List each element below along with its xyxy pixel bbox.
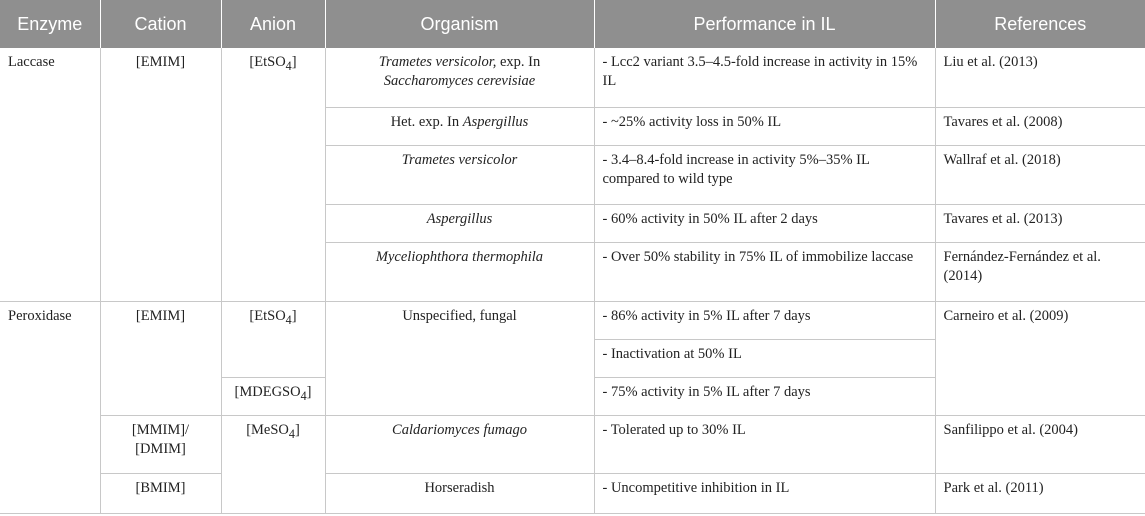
reference-cell: Carneiro et al. (2009) — [935, 301, 1145, 415]
performance-cell: - Tolerated up to 30% IL — [594, 415, 935, 473]
header-enzyme: Enzyme — [0, 0, 100, 48]
enzyme-name: Peroxidase — [8, 307, 72, 324]
performance-cell: - Over 50% stability in 75% IL of immobilize laccase — [594, 242, 935, 301]
reference-cell: Liu et al. (2013) — [935, 48, 1145, 107]
anion-subscript: 4 — [288, 426, 295, 441]
reference-cell: Park et al. (2011) — [935, 473, 1145, 513]
anion-subscript: 4 — [300, 388, 307, 403]
cation-name: [EMIM] — [135, 307, 186, 324]
cation-cell — [100, 415, 221, 473]
organism-italic: Saccharomyces cerevisiae — [383, 73, 536, 89]
table-row — [0, 301, 1145, 339]
performance-cell: - Uncompetitive inhibition in IL — [594, 473, 935, 513]
anion-base: [EtSO — [249, 307, 286, 324]
anion-base: [EtSO — [249, 54, 286, 70]
cation-name: [EMIM] — [135, 54, 186, 70]
organism-plain: Horseradish — [424, 479, 495, 496]
anion-cell — [221, 415, 325, 513]
organism-italic: Aspergillus — [426, 210, 493, 227]
enzyme-cell — [0, 301, 100, 513]
organism-italic: Trametes versicolor — [401, 151, 518, 168]
organism-cell — [325, 145, 594, 204]
reference-cell: Tavares et al. (2008) — [935, 107, 1145, 145]
header-references: References — [935, 0, 1145, 48]
anion-subscript: 4 — [285, 58, 292, 73]
cation-cell — [100, 473, 221, 513]
performance-cell: - 75% activity in 5% IL after 7 days — [594, 377, 935, 415]
organism-cell — [325, 204, 594, 242]
anion-end: ] — [291, 307, 297, 324]
enzyme-cell — [0, 48, 100, 301]
enzyme-name: Laccase — [8, 54, 55, 70]
table-row — [0, 48, 1145, 107]
cation-name: [MMIM]/ — [131, 421, 190, 438]
organism-cell — [325, 242, 594, 301]
organism-italic: Caldariomyces fumago — [392, 421, 527, 438]
header-cation: Cation — [100, 0, 221, 48]
organism-italic: Aspergillus — [462, 113, 529, 130]
performance-cell: - 3.4–8.4-fold increase in activity 5%–35% IL compared to wild type — [594, 145, 935, 204]
performance-cell: - ~25% activity loss in 50% IL — [594, 107, 935, 145]
anion-cell — [221, 48, 325, 301]
header-anion: Anion — [221, 0, 325, 48]
cation-name: [BMIM] — [135, 479, 186, 496]
organism-cell — [325, 473, 594, 513]
performance-cell: - 86% activity in 5% IL after 7 days — [594, 301, 935, 339]
anion-end: ] — [291, 54, 297, 70]
table-row — [0, 415, 1145, 473]
anion-subscript: 4 — [285, 312, 292, 327]
organism-cell — [325, 301, 594, 415]
organism-plain: Unspecified, fungal — [402, 307, 517, 324]
organism-plain: Het. exp. In — [390, 113, 463, 130]
anion-cell — [221, 377, 325, 415]
table-row — [0, 473, 1145, 513]
reference-cell: Sanfilippo et al. (2004) — [935, 415, 1145, 473]
cation-cell — [100, 301, 221, 415]
anion-cell — [221, 301, 325, 377]
cation-name: [DMIM] — [135, 440, 186, 457]
organism-plain: exp. In — [496, 54, 541, 70]
header-row — [0, 0, 1145, 48]
organism-cell — [325, 415, 594, 473]
organism-cell — [325, 107, 594, 145]
reference-cell: Wallraf et al. (2018) — [935, 145, 1145, 204]
performance-cell: - Inactivation at 50% IL — [594, 339, 935, 377]
anion-base: [MDEGSO — [234, 383, 301, 400]
performance-cell: - 60% activity in 50% IL after 2 days — [594, 204, 935, 242]
cation-cell — [100, 48, 221, 301]
anion-end: ] — [294, 421, 300, 438]
organism-cell — [325, 48, 594, 107]
header-organism: Organism — [325, 0, 594, 48]
anion-end: ] — [306, 383, 312, 400]
anion-base: [MeSO — [246, 421, 289, 438]
header-performance: Performance in IL — [594, 0, 935, 48]
organism-italic: Trametes versicolor, — [378, 54, 497, 70]
reference-cell: Tavares et al. (2013) — [935, 204, 1145, 242]
organism-italic: Myceliophthora thermophila — [375, 248, 544, 265]
performance-cell: - Lcc2 variant 3.5–4.5-fold increase in activity in 15% IL — [594, 48, 935, 107]
reference-cell: Fernández-Fernández et al. (2014) — [935, 242, 1145, 301]
